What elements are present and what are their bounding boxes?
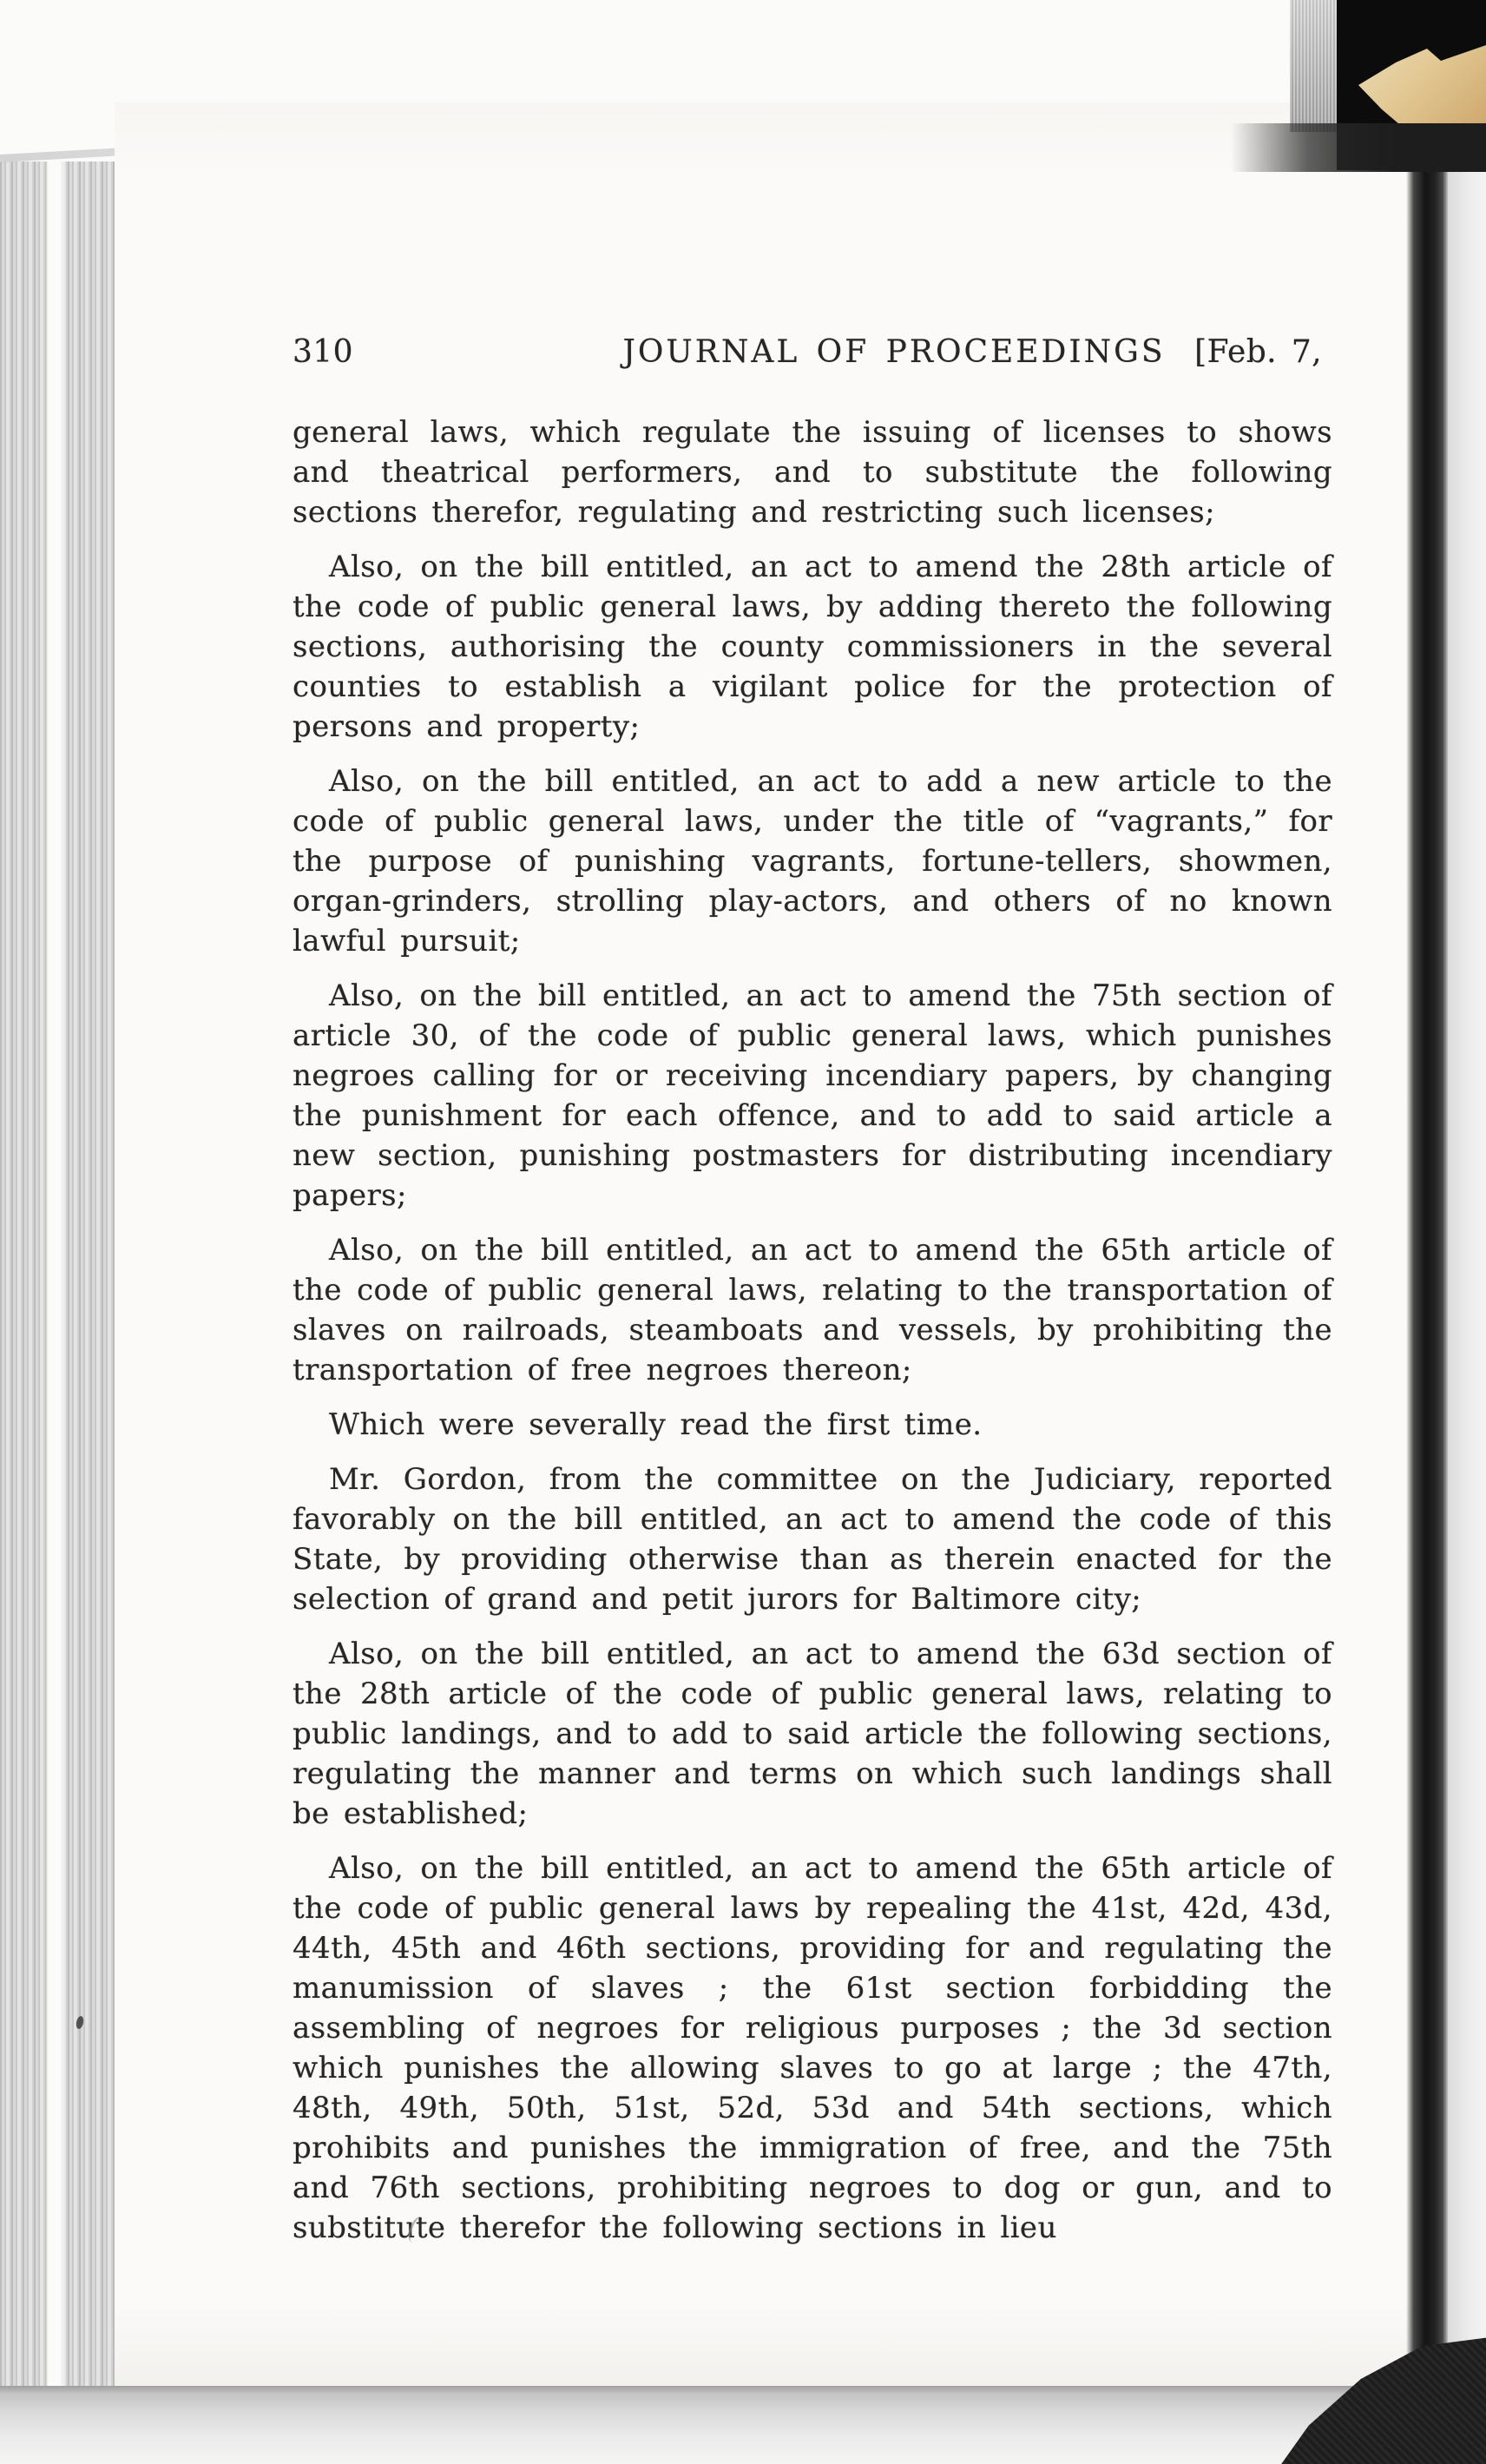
book-page	[115, 102, 1417, 2395]
paragraph: Which were severally read the first time.	[329, 1407, 983, 1442]
page-header	[293, 333, 1332, 378]
header-date: [Feb. 7,	[1194, 334, 1322, 370]
text-column	[293, 333, 1332, 2263]
paragraph: general laws, which regulate the issuing of licenses to shows and theatrical performers, and to substitute the following sections therefor, regulating and restricting such licenses;	[293, 415, 1332, 530]
page-number: 310	[293, 334, 353, 370]
page-bottom-shadow	[0, 2386, 1486, 2464]
stacked-page-edges-left	[0, 161, 118, 2391]
book-top-shadow-band	[1231, 123, 1486, 172]
paragraph: Also, on the bill entitled, an act to add a new article to the code of public general laws, under the title of “vagrants,” for the purpose of punishing vagrants, fortune-tellers, showmen, organ-grinders, strolling play-actors, and others of no known lawful pursuit;	[293, 764, 1332, 959]
paragraph: Also, on the bill entitled, an act to amend the 65th article of the code of public general laws by repealing the 41st, 42d, 43d, 44th, 45th and 46th sections, providing for and regulating the manumission of slaves ; the 61st section forbidding the assembling of negroes for religious purposes ; the 3d section which punishes the allowing slaves to go at large ; the 47th, 48th, 49th, 50th, 51st, 52d, 53d and 54th sections, which prohibits and punishes the immigration of free, and the 75th and 76th sections, prohibiting negroes to dog or gun, and to substitute therefor the following sections in lieu	[293, 1851, 1332, 2245]
book-cover-edge	[1406, 165, 1448, 2375]
paragraph: Also, on the bill entitled, an act to amend the 65th article of the code of public general laws, relating to the transportation of slaves on railroads, steamboats and vessels, by prohibiting the transportation of free negroes thereon;	[293, 1233, 1332, 1387]
adjacent-book-edge	[1290, 0, 1338, 132]
paragraph: Mr. Gordon, from the committee on the Judiciary, reported favorably on the bill entitled, an act to amend the code of this State, by providing otherwise than as therein enacted for the selection of grand and petit jurors for Baltimore city;	[293, 1462, 1332, 1617]
running-title: JOURNAL OF PROCEEDINGS	[622, 334, 1166, 370]
paragraph: Also, on the bill entitled, an act to amend the 28th article of the code of public general laws, by adding thereto the following sections, authorising the county commissioners in the several counties to establish a vigilant police for the protection of persons and property;	[293, 550, 1332, 744]
paragraph: Also, on the bill entitled, an act to amend the 63d section of the 28th article of the code of public general laws, relating to public landings, and to add to said article the following sections, regulating the manner and terms on which such landings shall be established;	[293, 1637, 1332, 1831]
fore-edge-light	[1444, 170, 1486, 2358]
paragraph: Also, on the bill entitled, an act to amend the 75th section of article 30, of the code of public general laws, which punishes negroes calling for or receiving incendiary papers, by changing the punishment for each offence, and to add to said article a new section, punishing postmasters for distributing incendiary papers;	[293, 978, 1332, 1213]
